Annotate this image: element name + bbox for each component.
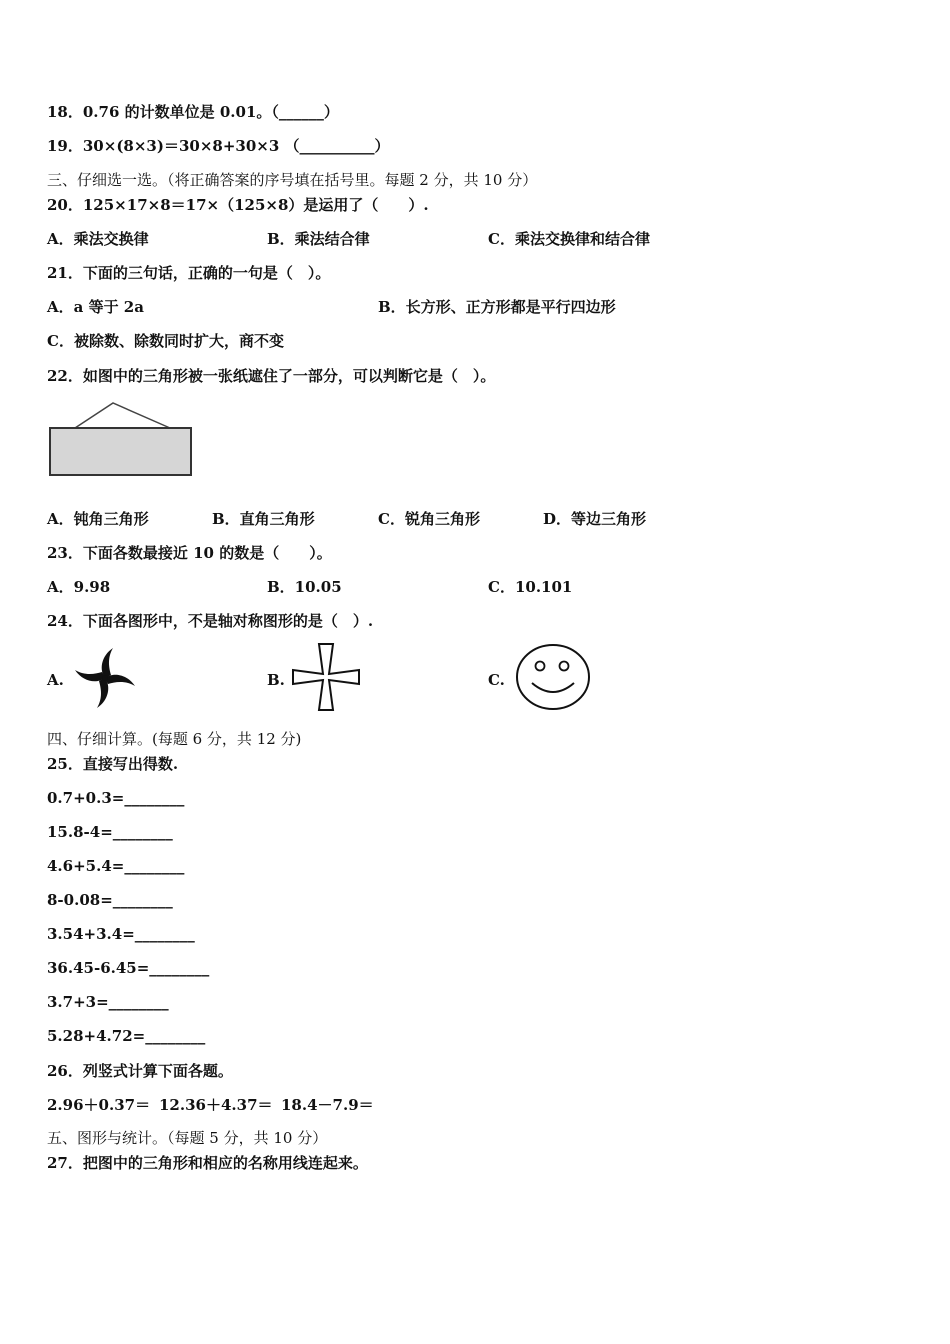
calc-item: 5.28+4.72=________ — [47, 1027, 206, 1045]
covering-paper — [50, 428, 191, 475]
q20-option-c: C．乘法交换律和结合律 — [488, 230, 650, 248]
q24-option-a-label: A. — [47, 671, 64, 689]
q20-option-a: A．乘法交换律 — [47, 230, 149, 248]
q21-option-b: B．长方形、正方形都是平行四边形 — [378, 298, 616, 316]
q23-option-b: B．10.05 — [267, 578, 342, 596]
question-26-stem: 26．列竖式计算下面各题。 — [47, 1062, 233, 1080]
question-27-stem: 27．把图中的三角形和相应的名称用线连起来。 — [47, 1154, 368, 1172]
q20-option-b: B．乘法结合律 — [267, 230, 370, 248]
question-25-stem: 25．直接写出得数. — [47, 755, 179, 773]
q21-option-c: C．被除数、除数同时扩大，商不变 — [47, 332, 284, 350]
q22-option-c: C．锐角三角形 — [378, 510, 480, 528]
calc-item: 3.54+3.4=________ — [47, 925, 195, 943]
four-point-star-shape-icon — [290, 642, 362, 712]
calc-item: 8-0.08=________ — [47, 891, 173, 909]
vertical-calc-item: 18.4－7.9＝ — [281, 1096, 374, 1114]
pinwheel-shape-icon — [70, 645, 140, 711]
q23-option-c: C．10.101 — [488, 578, 573, 596]
q22-option-d: D．等边三角形 — [543, 510, 647, 528]
calc-item: 3.7+3=________ — [47, 993, 169, 1011]
question-23-stem: 23．下面各数最接近 10 的数是（ ）。 — [47, 544, 332, 562]
question-20-stem: 20．125×17×8＝17×（125×8）是运用了（ ）. — [47, 196, 429, 214]
triangle-visible-edges — [75, 403, 170, 428]
q24-option-c-label: C. — [488, 671, 505, 689]
q21-option-a: A．a 等于 2a — [47, 298, 144, 316]
calc-item: 0.7+0.3=________ — [47, 789, 185, 807]
calc-item: 15.8-4=________ — [47, 823, 173, 841]
question-22-stem: 22．如图中的三角形被一张纸遮住了一部分，可以判断它是（ ）。 — [47, 367, 496, 385]
question-24-stem: 24．下面各图形中，不是轴对称图形的是（ ）. — [47, 612, 374, 630]
vertical-calc-item: 12.36＋4.37＝ — [159, 1096, 273, 1114]
section-4-heading: 四、仔细计算。(每题 6 分，共 12 分) — [47, 730, 302, 748]
smiley-face-shape-icon — [514, 643, 592, 711]
section-3-heading: 三、仔细选一选。（将正确答案的序号填在括号里。每题 2 分，共 10 分） — [47, 171, 538, 189]
q22-option-a: A．钝角三角形 — [47, 510, 149, 528]
q23-option-a: A．9.98 — [47, 578, 111, 596]
question-19: 19．30×(8×3)＝30×8+30×3 （__________） — [47, 137, 390, 155]
q22-option-b: B．直角三角形 — [212, 510, 315, 528]
q24-option-b-label: B. — [267, 671, 285, 689]
calc-item: 36.45-6.45=________ — [47, 959, 210, 977]
covered-triangle-figure — [47, 400, 195, 480]
vertical-calc-item: 2.96＋0.37＝ — [47, 1096, 151, 1114]
question-21-stem: 21．下面的三句话，正确的一句是（ ）。 — [47, 264, 331, 282]
calc-item: 4.6+5.4=________ — [47, 857, 185, 875]
question-18: 18．0.76 的计数单位是 0.01。（______） — [47, 103, 339, 121]
section-5-heading: 五、图形与统计。（每题 5 分，共 10 分） — [47, 1129, 328, 1147]
